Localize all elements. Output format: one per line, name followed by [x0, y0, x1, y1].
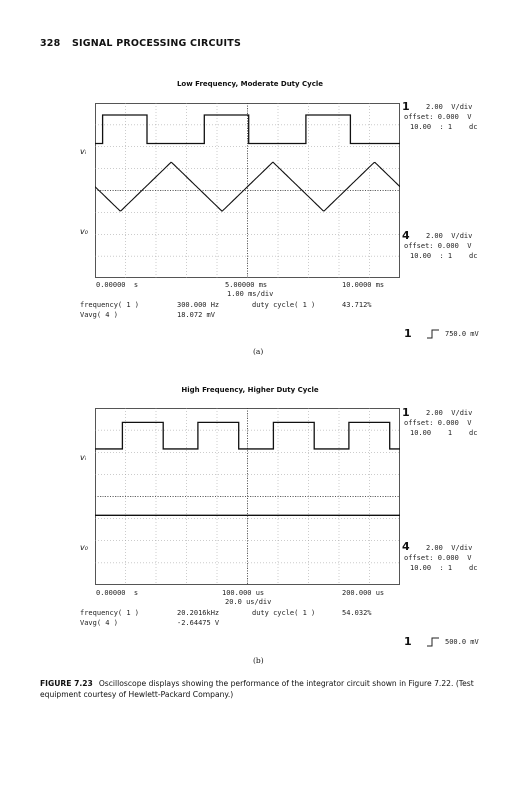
oscilloscope-display-b [95, 408, 400, 585]
freq-label-a: frequency( 1 ) [80, 301, 140, 309]
ch1-scale-a: 2.00 V/div [426, 103, 473, 111]
ch4-scale-b: 2.00 V/div [426, 544, 473, 552]
ch1-number-b: 1 [402, 406, 410, 419]
ch4-scale-a: 2.00 V/div [426, 232, 473, 240]
time-mid-b: 100.000 us [222, 589, 265, 597]
panel-b-title: High Frequency, Higher Duty Cycle [181, 386, 319, 394]
ch1-coupling-b: 10.00 1 dc [410, 429, 478, 437]
time-right-b: 200.000 us [342, 589, 385, 597]
time-mid-a: 5.00000 ms [225, 281, 268, 289]
ch1-number-a: 1 [402, 100, 410, 113]
trigger-level-b: 500.0 mV [445, 638, 479, 646]
page-number: 328 [40, 38, 61, 49]
rising-edge-icon [426, 636, 440, 648]
time-right-a: 10.0000 ms [342, 281, 385, 289]
subfigure-label-b: (b) [253, 656, 264, 665]
duty-value-b: 54.032% [342, 609, 372, 617]
ch4-offset-a: offset: 0.000 V [404, 242, 472, 250]
vavg-value-a: 18.072 mV [177, 311, 215, 319]
vavg-label-a: Vavg( 4 ) [80, 311, 118, 319]
ch4-number-b: 4 [402, 540, 410, 553]
ch4-number-a: 4 [402, 229, 410, 242]
ch4-coupling-a: 10.00 : 1 dc [410, 252, 478, 260]
rising-edge-icon [426, 328, 440, 340]
ch1-offset-a: offset: 0.000 V [404, 113, 472, 121]
duty-label-a: duty cycle( 1 ) [252, 301, 316, 309]
ch1-scale-b: 2.00 V/div [426, 409, 473, 417]
freq-value-b: 20.2016kHz [177, 609, 220, 617]
subfigure-label-a: (a) [253, 347, 264, 356]
timebase-b: 20.0 us/div [225, 598, 272, 606]
caption-text: Oscilloscope displays showing the performance of the integrator circuit shown in Figure 7.22. (Test equipment courtesy of Hewlett-Packard Company.) [40, 679, 474, 699]
oscilloscope-display-a [95, 103, 400, 278]
freq-value-a: 300.000 Hz [177, 301, 220, 309]
vi-label-a: vᵢ [80, 147, 87, 156]
ch1-coupling-a: 10.00 : 1 dc [410, 123, 478, 131]
running-header [40, 38, 241, 49]
duty-label-b: duty cycle( 1 ) [252, 609, 316, 617]
timebase-a: 1.00 ms/div [227, 290, 274, 298]
figure-label: FIGURE 7.23 [40, 679, 93, 688]
ch1-offset-b: offset: 0.000 V [404, 419, 472, 427]
vo-label-b: v₀ [80, 543, 88, 552]
freq-label-b: frequency( 1 ) [80, 609, 140, 617]
ch4-offset-b: offset: 0.000 V [404, 554, 472, 562]
panel-a-title: Low Frequency, Moderate Duty Cycle [176, 80, 324, 88]
trigger-channel-b: 1 [404, 635, 412, 648]
trigger-channel-a: 1 [404, 327, 412, 340]
duty-value-a: 43.712% [342, 301, 372, 309]
trigger-level-a: 750.0 mV [445, 330, 479, 338]
figure-caption [40, 678, 495, 700]
vavg-value-b: -2.64475 V [177, 619, 220, 627]
vo-label-a: v₀ [80, 227, 88, 236]
vavg-label-b: Vavg( 4 ) [80, 619, 118, 627]
vi-label-b: vᵢ [80, 453, 87, 462]
time-left-b: 0.00000 s [96, 589, 139, 597]
time-left-a: 0.00000 s [96, 281, 139, 289]
ch4-coupling-b: 10.00 : 1 dc [410, 564, 478, 572]
section-title: SIGNAL PROCESSING CIRCUITS [71, 38, 242, 49]
